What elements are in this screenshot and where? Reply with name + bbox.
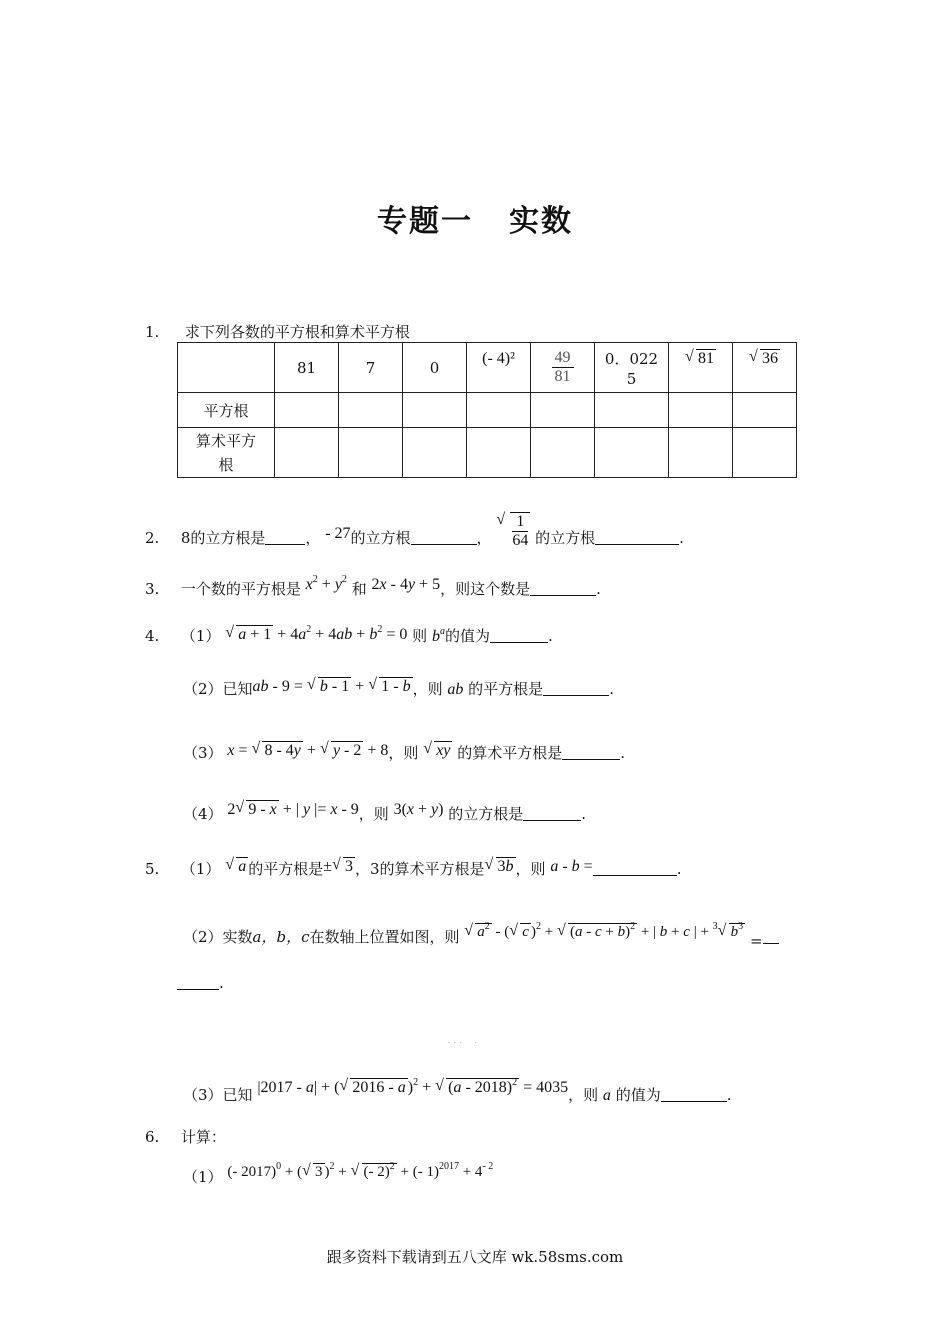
question-5-3: （3）已知 |2017 - a| + (√ 2016 - a )$^2$ + √ (a - 2018)$^2$ = 4035，则 a 的值为 . — [183, 1078, 732, 1105]
question-number: 1. — [145, 323, 160, 341]
question-text: ，则 — [388, 744, 419, 762]
math-expression: (- 2017)$^0$ + (√ 3 )$^2$ + √ (- 2)$^2$ + (- $1)^{2017} + 4^{- 2}$ — [227, 1164, 493, 1180]
table-cell: (- 4)² — [467, 343, 531, 393]
answer-blank[interactable] — [177, 975, 219, 990]
math-expression: a - b = — [550, 858, 593, 875]
math-expression: 3(x + y) — [393, 801, 444, 818]
table-cell — [531, 343, 595, 393]
question-number: 5. — [145, 860, 160, 878]
math-expression: √ xy — [423, 741, 452, 760]
question-text: 的值为 — [615, 1086, 661, 1104]
title-part1: 专题一 — [377, 204, 473, 239]
math-expression: |2017 - a| + (√ 2016 - a )$^2$ + √ (a - 2018)$^2$ = 4035 — [257, 1079, 568, 1096]
question-1 — [145, 321, 410, 342]
question-text: ，则 — [568, 1086, 599, 1104]
table-header-row — [178, 343, 797, 393]
page-title — [0, 196, 950, 240]
math-expression: $x^2 + y^2$ — [305, 574, 347, 593]
math-expression: ab - 9 = √ b - 1 + √ 1 - b — [253, 678, 413, 695]
question-text: 的立方根是 — [448, 805, 524, 823]
sub-question-label: （3）已知 — [183, 1086, 253, 1104]
question-2: 2. 8的立方根是 ， - 27的立方根 ， √ $\frac{1}{64}$ 的立方根 . — [145, 512, 684, 550]
math-expression: √ a — [225, 857, 248, 876]
table-cell: 0 — [403, 343, 467, 393]
answer-blank[interactable] — [490, 628, 548, 643]
sqrt-1-64: √ $\frac{1}{64}$ — [496, 512, 530, 550]
math-expression: √ 3b — [485, 857, 516, 876]
sub-question-label: （1） — [180, 860, 221, 878]
fraction-49-81: $\frac{49}{81}$ — [552, 349, 574, 386]
answer-blank[interactable] — [661, 1087, 727, 1102]
question-4-4: （4） 2√ 9 - x + | y |= x - 9，则 3(x + y) 的立方根是 . — [183, 800, 586, 824]
sub-question-label: （2）已知 — [183, 680, 253, 698]
answer-blank[interactable] — [562, 745, 620, 760]
table-cell — [178, 343, 275, 393]
question-text: 的算术平方根是 — [457, 744, 563, 762]
question-text: ，则 — [358, 805, 389, 823]
table-cell: √ 36 — [733, 343, 797, 393]
question-text: 的立方根 — [350, 529, 411, 548]
question-5: 5. （1） √ a 的平方根是±√ 3 ，3的算术平方根是√ 3b ，则 a - b = . — [145, 857, 681, 879]
question-text: ，3的算术平方根是 — [355, 860, 485, 878]
answer-blank[interactable] — [530, 581, 596, 596]
math-expression: - 27 — [325, 525, 351, 543]
answer-blank[interactable] — [593, 861, 677, 876]
question-prompt: 求下列各数的平方根和算术平方根 — [184, 323, 410, 341]
question-3: 3. 一个数的平方根是 $x^2 + y^2$ 和 2x - 4y + 5，则这个数是 . — [145, 574, 601, 598]
answer-blank[interactable] — [595, 530, 679, 545]
question-variables: a，b，c — [252, 928, 310, 946]
question-text: ，则 — [515, 860, 546, 878]
sub-question-label: （1） — [183, 1168, 223, 1186]
answer-blank[interactable] — [523, 806, 581, 821]
answer-blank[interactable] — [763, 929, 779, 944]
question-prompt: 计算： — [180, 1128, 226, 1146]
question-5-2: （2）实数a，b，c在数轴上位置如图，则 √ $a^2$ - (√ c )$^2$ + √ $(a - c + b)^2$ + | b + c | + $^3$√ $b^3$ = — [183, 923, 779, 950]
question-text: 和 — [351, 580, 367, 598]
sub-question-label: （1） — [180, 627, 221, 645]
table-cell: √ 81 — [669, 343, 733, 393]
table-row — [178, 393, 797, 428]
math-expression: x = √ 8 - 4y + √ y - 2 + 8 — [227, 742, 388, 759]
question-text: 一个数的平方根是 — [180, 580, 301, 598]
table-row — [178, 428, 797, 478]
answer-blank[interactable] — [265, 530, 305, 545]
question-text: ，则这个数是 — [440, 580, 531, 598]
sub-question-label: （3） — [183, 744, 223, 762]
question-text: 的立方根 — [535, 529, 596, 548]
question-number: 2. — [145, 529, 160, 548]
math-expression: ±√ 3 — [323, 858, 355, 875]
math-expression: 2√ 9 - x + | y |= x - 9 — [227, 801, 358, 818]
sub-question-label: （4） — [183, 805, 223, 823]
question-text: 的平方根是 — [468, 680, 544, 698]
math-expression: √ $a + 1 + 4a^2 + 4ab + b^2 = 0$ — [225, 626, 407, 643]
table-cell: 7 — [339, 343, 403, 393]
table-cell: 81 — [275, 343, 339, 393]
table-cell: 0．022 5 — [595, 343, 669, 393]
sub-question-label: （2）实数 — [183, 928, 253, 946]
answer-blank[interactable] — [411, 530, 477, 545]
question-text: 的平方根是 — [248, 860, 324, 878]
question-4-3: （3） x = √ 8 - 4y + √ y - 2 + 8，则 √ xy 的算术平方根是 . — [183, 741, 625, 763]
question-text: ，则 — [412, 680, 443, 698]
question-number: 6. — [145, 1128, 160, 1146]
question-text: 8的立方根是 — [180, 529, 266, 548]
question-4-2: （2）已知ab - 9 = √ b - 1 + √ 1 - b ，则 ab 的平方根是 . — [183, 677, 614, 699]
question-6 — [145, 1126, 226, 1147]
question-text: 的值为 — [444, 627, 490, 645]
number-line-figure: · · · · — [448, 1040, 477, 1047]
footer-text: 跟多资料下载请到五八文库 wk.58sms.com — [326, 1248, 624, 1266]
question-number: 4. — [145, 627, 160, 645]
question-text: 在数轴上位置如图，则 — [309, 928, 460, 946]
answer-blank[interactable] — [543, 681, 609, 696]
question-text: 则 — [412, 627, 428, 645]
row-label: 算术平方根 — [178, 428, 275, 478]
math-expression: √ $a^2$ - (√ c )$^2$ + √ $(a - c + b)^2$ + | b + c | + $^3$√ $b^3$ — [464, 924, 745, 940]
roots-table — [177, 342, 797, 478]
question-4: 4. （1） √ $a + 1 + 4a^2 + 4ab + b^2 = 0$ 则 $b^a$的值为 . — [145, 625, 553, 646]
row-label: 平方根 — [178, 393, 275, 428]
question-number: 3. — [145, 580, 160, 598]
math-expression: 2x - 4y + 5 — [371, 576, 441, 593]
title-part2: 实数 — [509, 204, 573, 239]
answer-continuation: . — [177, 974, 224, 992]
question-6-1 — [183, 1163, 493, 1187]
